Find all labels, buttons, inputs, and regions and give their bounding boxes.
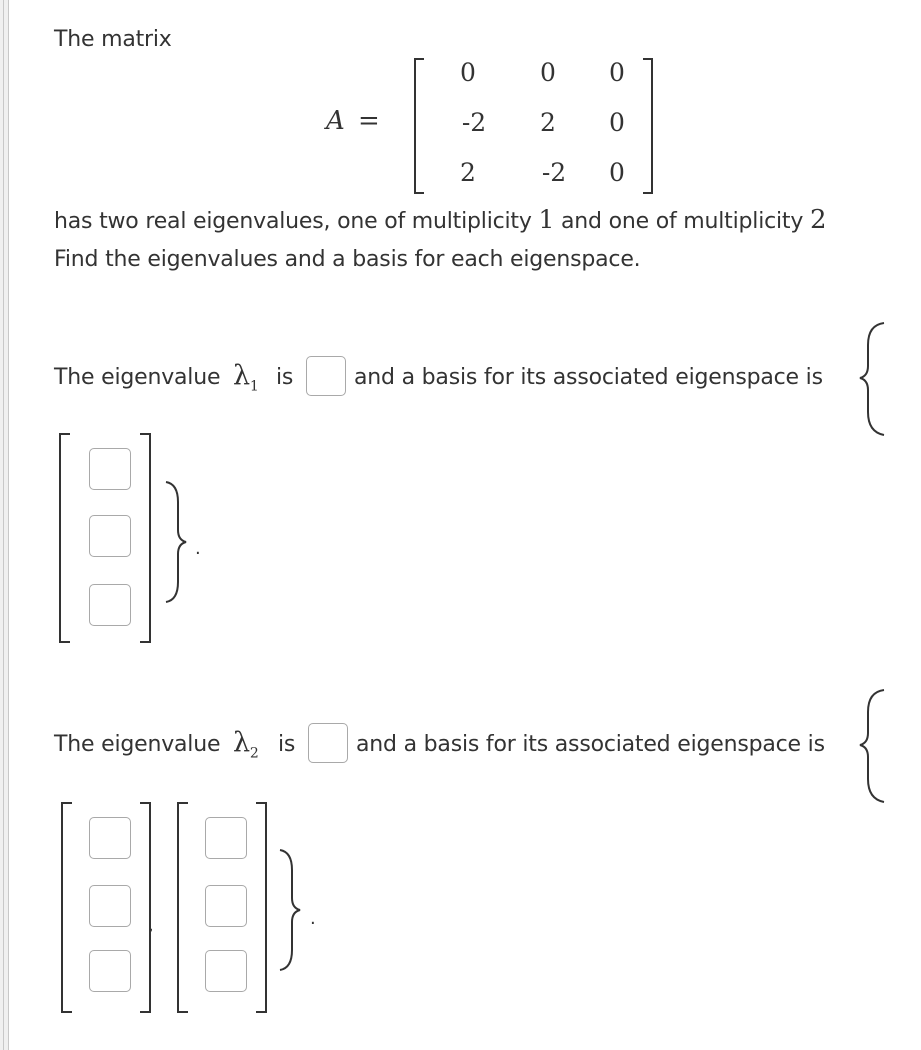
- q2-period: .: [310, 908, 316, 929]
- matrix-cell: 0: [609, 108, 625, 137]
- q2-open-brace: [860, 690, 884, 802]
- q1-close-brace: [166, 482, 186, 602]
- statement-line-2: Find the eigenvalues and a basis for each eigenspace.: [54, 247, 641, 272]
- q2-suffix: and a basis for its associated eigenspace is: [356, 732, 825, 757]
- q2-v1-right-bracket: [140, 803, 150, 1012]
- matrix-cell: 0: [609, 158, 625, 187]
- q1-is: is: [276, 365, 294, 390]
- intro-text: The matrix: [54, 27, 172, 52]
- q1-period: .: [195, 538, 201, 559]
- matrix-cell: 0: [609, 58, 625, 87]
- matrix-cell: 2: [540, 108, 556, 137]
- q2-close-brace: [280, 850, 300, 970]
- lambda-symbol: λ: [233, 727, 250, 758]
- matrix-cell: -2: [461, 108, 487, 137]
- lambda-symbol: λ: [233, 360, 250, 391]
- q1-left-bracket: [60, 434, 70, 642]
- q1-right-bracket: [140, 434, 150, 642]
- q2-is: is: [278, 732, 296, 757]
- matrix-cell: 2: [460, 158, 476, 187]
- statement-part1: has two real eigenvalues, one of multiplicity: [54, 209, 532, 234]
- q2-v1-left-bracket: [62, 803, 72, 1012]
- q2-comma: ,: [148, 915, 154, 936]
- statement-part2: and one of multiplicity: [560, 209, 804, 234]
- q2-v2-left-bracket: [178, 803, 188, 1012]
- q1-prefix: The eigenvalue: [54, 365, 221, 390]
- matrix-label: A: [326, 106, 345, 136]
- q2-v2-right-bracket: [256, 803, 266, 1012]
- equals-sign: =: [358, 106, 380, 136]
- lambda-subscript: 1: [249, 378, 259, 395]
- q1-open-brace: [860, 323, 884, 435]
- q2-prefix: The eigenvalue: [54, 732, 221, 757]
- multiplicity-1: 1: [538, 205, 555, 234]
- multiplicity-2: 2: [809, 205, 827, 235]
- matrix-cell: -2: [541, 158, 567, 187]
- matrix-cell: 0: [460, 58, 476, 87]
- q1-suffix: and a basis for its associated eigenspace is: [354, 365, 823, 390]
- matrix-cell: 0: [540, 58, 556, 87]
- lambda-subscript: 2: [249, 745, 259, 762]
